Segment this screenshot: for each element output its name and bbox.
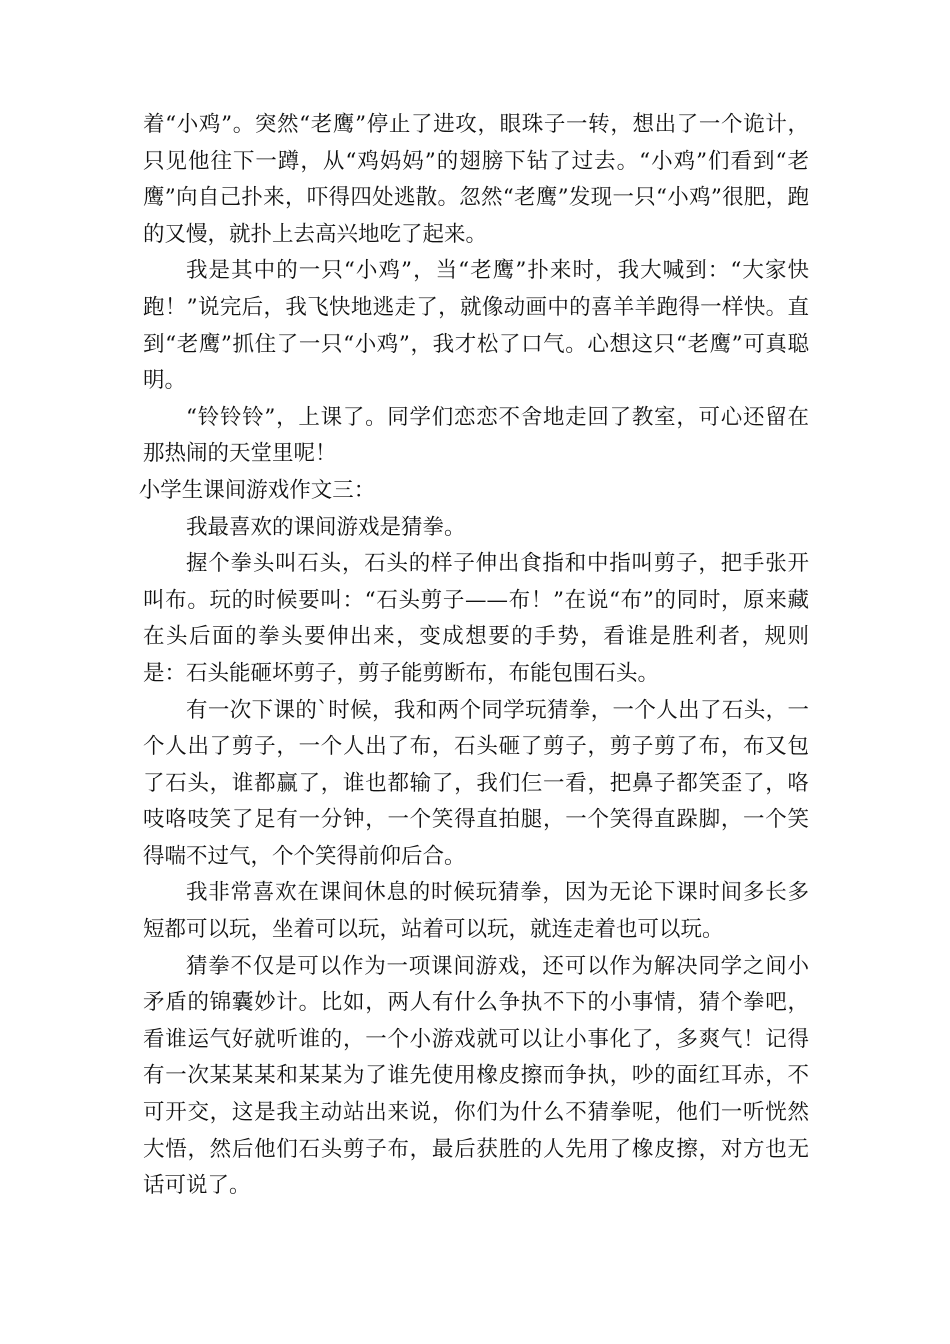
paragraph-story: 有一次下课的`时候，我和两个同学玩猜拳，一个人出了石头，一个人出了剪子，一个人出了布，石头砸了剪子，剪子剪了布，布又包了石头，谁都赢了，谁也都输了，我们仨一看，把鼻子都笑歪了，咯吱咯吱笑了足有一分钟，一个笑得直拍腿，一个笑得直跺脚，一个笑得喘不过气，个个笑得前仰后合。 [143, 697, 809, 869]
paragraph-me-chick: 我是其中的一只“小鸡”，当“老鹰”扑来时，我大喊到：“大家快跑！”说完后，我飞快地逃走了，就像动画中的喜羊羊跑得一样快。直到“老鹰”抓住了一只“小鸡”，我才松了口气。心想这只“老鹰”可真聪明。 [143, 258, 809, 394]
paragraph-anytime: 我非常喜欢在课间休息的时候玩猜拳，因为无论下课时间多长多短都可以玩，坐着可以玩，站着可以玩，就连走着也可以玩。 [143, 880, 809, 943]
document-page [138, 107, 809, 1205]
paragraph-bell: “铃铃铃”，上课了。同学们恋恋不舍地走回了教室，可心还留在那热闹的天堂里呢！ [143, 404, 809, 467]
section-heading: 小学生课间游戏作文三： [138, 477, 376, 503]
paragraph-continued: 着“小鸡”。突然“老鹰”停止了进攻，眼珠子一转，想出了一个诡计，只见他往下一蹲，从“鸡妈妈”的翅膀下钻了过去。“小鸡”们看到“老鹰”向自己扑来，吓得四处逃散。忽然“老鹰”发现一只“小鸡”很肥，跑的又慢，就扑上去高兴地吃了起来。 [143, 112, 809, 247]
paragraph-favorite-game: 我最喜欢的课间游戏是猜拳。 [186, 514, 466, 540]
paragraph-conflict: 猜拳不仅是可以作为一项课间游戏，还可以作为解决同学之间小矛盾的锦囊妙计。比如，两人有什么争执不下的小事情，猜个拳吧，看谁运气好就听谁的，一个小游戏就可以让小事化了，多爽气！记得有一次某某某和某某为了谁先使用橡皮擦而争执，吵的面红耳赤，不可开交，这是我主动站出来说，你们为什么不猜拳呢，他们一听恍然大悟，然后他们石头剪子布，最后获胜的人先用了橡皮擦，对方也无话可说了。 [143, 953, 809, 1199]
paragraph-rules: 握个拳头叫石头，石头的样子伸出食指和中指叫剪子，把手张开叫布。玩的时候要叫：“石头剪子——布！”在说“布”的同时，原来藏在头后面的拳头要伸出来，变成想要的手势，看谁是胜利者，规则是：石头能砸坏剪子，剪子能剪断布，布能包围石头。 [143, 551, 809, 686]
